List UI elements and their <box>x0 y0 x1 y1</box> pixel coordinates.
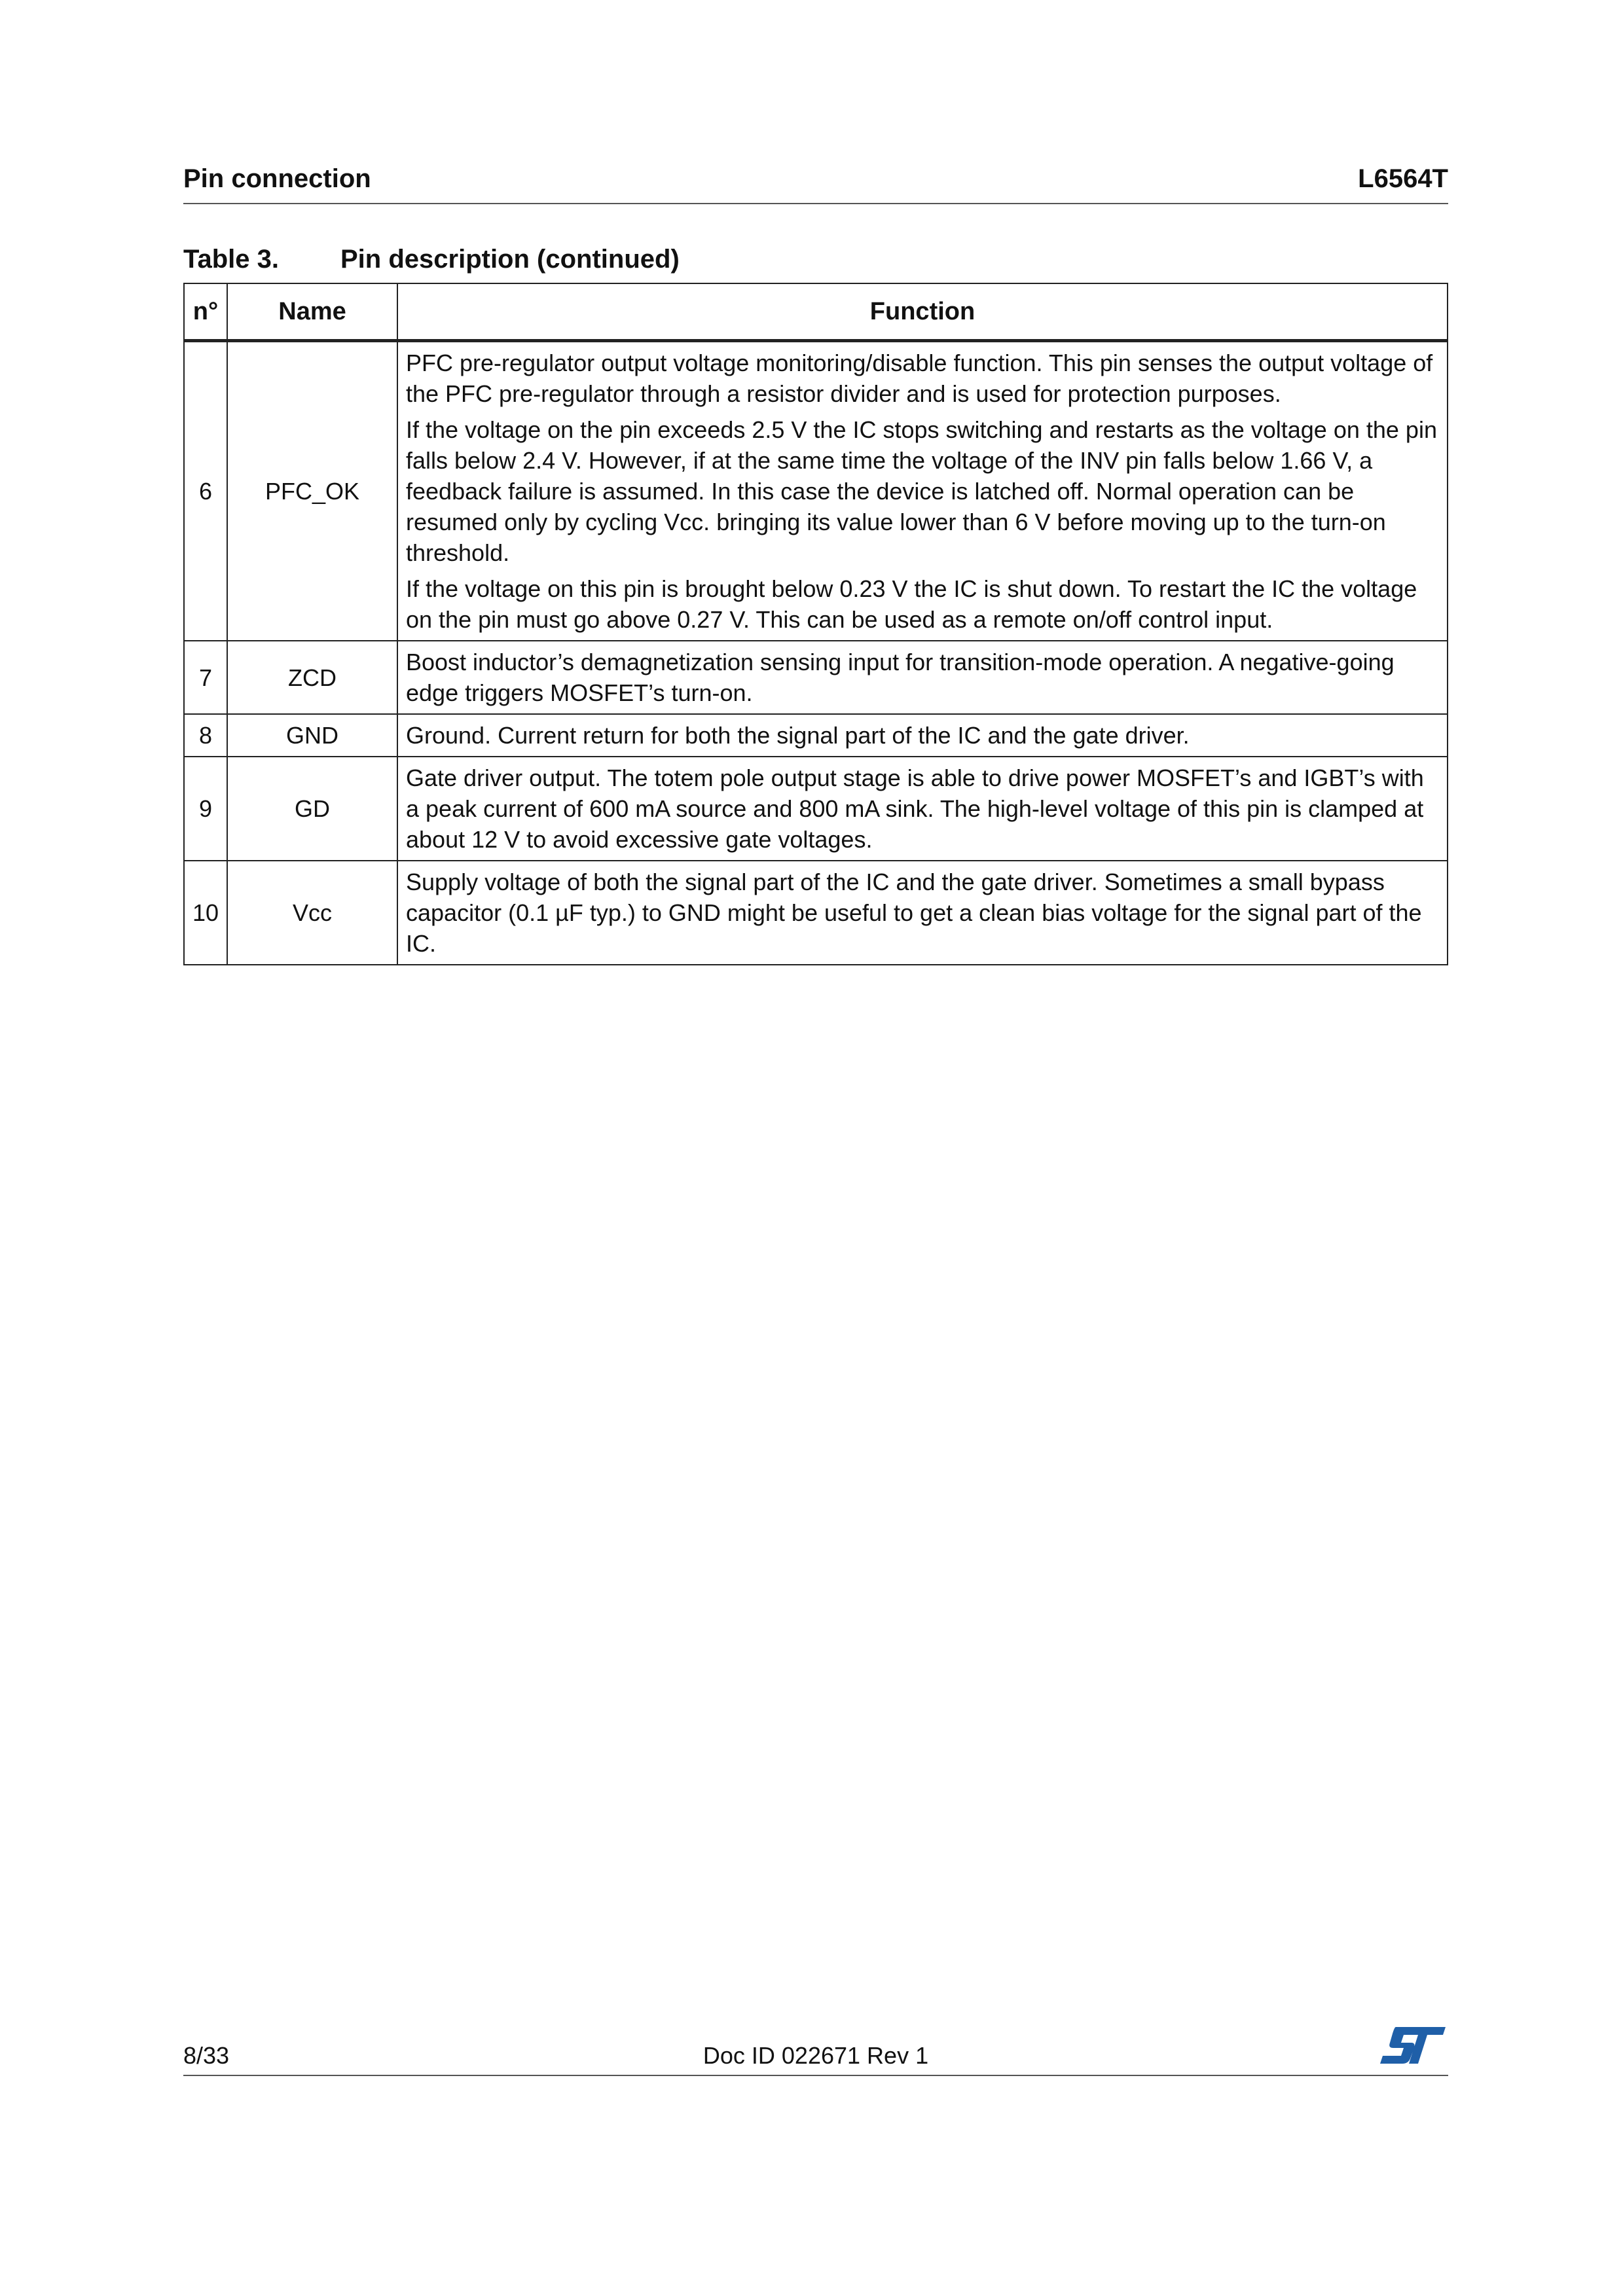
table-caption <box>183 245 680 274</box>
pin-description-table <box>183 283 1448 965</box>
function-paragraph: Ground. Current return for both the signal part of the IC and the gate driver. <box>406 722 1190 749</box>
pin-function <box>397 757 1448 861</box>
pin-name: GND <box>227 714 397 757</box>
function-paragraph: Boost inductor’s demagnetization sensing input for transition-mode operation. A negative-going edge triggers MOSFET’s turn-on. <box>406 649 1395 706</box>
pin-number: 8 <box>184 714 227 757</box>
column-header-name: Name <box>227 283 397 341</box>
table-row <box>184 341 1448 641</box>
column-header-number: n° <box>184 283 227 341</box>
table-row <box>184 714 1448 757</box>
document-id: Doc ID 022671 Rev 1 <box>702 2042 929 2069</box>
pin-number: 7 <box>184 641 227 714</box>
section-title: Pin connection <box>183 164 371 193</box>
page-number: 8/33 <box>183 2042 230 2069</box>
function-paragraph: Supply voltage of both the signal part of the IC and the gate driver. Sometimes a small bypass capacitor (0.1 µF typ.) to GND might be useful to get a clean bias voltage for the signal part of the IC. <box>406 869 1422 957</box>
function-paragraph: PFC pre-regulator output voltage monitoring/disable function. This pin senses the output voltage of the PFC pre-regulator through a resistor divider and is used for protection purposes. <box>406 350 1433 407</box>
pin-number: 9 <box>184 757 227 861</box>
table-header-row <box>184 283 1448 341</box>
table-title: Pin description (continued) <box>340 245 680 274</box>
pin-function <box>397 861 1448 965</box>
pin-number: 10 <box>184 861 227 965</box>
product-name: L6564T <box>1358 164 1448 193</box>
page-header <box>183 158 1448 204</box>
pin-name: PFC_OK <box>227 341 397 641</box>
pin-name: GD <box>227 757 397 861</box>
pin-function <box>397 641 1448 714</box>
pin-number: 6 <box>184 341 227 641</box>
table-row <box>184 757 1448 861</box>
table-row <box>184 861 1448 965</box>
pin-function <box>397 341 1448 641</box>
function-paragraph: If the voltage on this pin is brought below 0.23 V the IC is shut down. To restart the IC the voltage on the pin must go above 0.27 V. This can be used as a remote on/off control input. <box>406 575 1417 633</box>
pin-function <box>397 714 1448 757</box>
pin-name: ZCD <box>227 641 397 714</box>
page-footer <box>183 2022 1448 2076</box>
st-logo-icon <box>1379 2026 1447 2068</box>
function-paragraph: Gate driver output. The totem pole output stage is able to drive power MOSFET’s and IGBT’s with a peak current of 600 mA source and 800 mA sink. The high-level voltage of this pin is clamped at about 12 V to avoid excessive gate voltages. <box>406 764 1424 853</box>
function-paragraph: If the voltage on the pin exceeds 2.5 V the IC stops switching and restarts as the voltage on the pin falls below 2.4 V. However, if at the same time the voltage of the INV pin falls below 1.66 V, a feedback failure is assumed. In this case the device is latched off. Normal operation can be resumed only by cycling Vcc. bringing its value lower than 6 V before moving up to the turn-on threshold. <box>406 416 1437 566</box>
pin-name: Vcc <box>227 861 397 965</box>
table-number: Table 3. <box>183 245 279 274</box>
table-row <box>184 641 1448 714</box>
column-header-function: Function <box>397 283 1448 341</box>
